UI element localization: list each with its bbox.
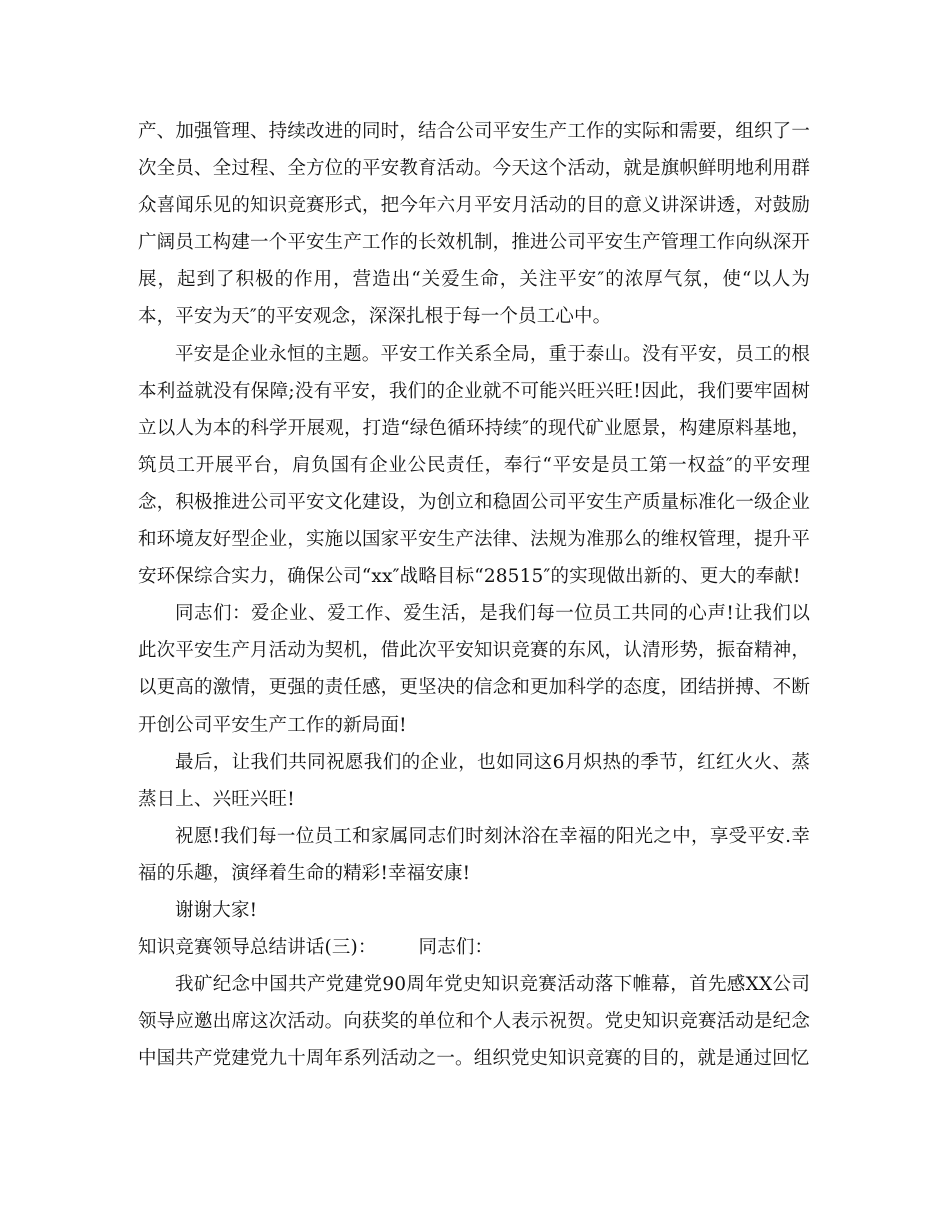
paragraph-wishes: 祝愿!我们每一位员工和家属同志们时刻沐浴在幸福的阳光之中，享受平安.幸福的乐趣，演绎着生命的精彩!幸福安康! bbox=[138, 825, 810, 884]
section-heading bbox=[138, 929, 810, 966]
paragraph-comrades: 同志们：爱企业、爱工作、爱生活，是我们每一位员工共同的心声!让我们以此次平安生产月活动为契机，借此次平安知识竞赛的东风，认清形势，振奋精神，以更高的激情，更强的责任感，更坚决的信念和更加科学的态度，团结拼搏、不断开创公司平安生产工作的新局面! bbox=[138, 603, 810, 736]
paragraph-thanks: 谢谢大家! bbox=[175, 899, 258, 921]
paragraph-party-history: 我矿纪念中国共产党建党90周年党史知识竞赛活动落下帷幕，首先感XX公司领导应邀出席这次活动。向获奖的单位和个人表示祝贺。党史知识竞赛活动是纪念中国共产党建党九十周年系列活动之一。组织党史知识竞赛的目的，就是通过回忆 bbox=[138, 974, 810, 1070]
paragraph-continued: 产、加强管理、持续改进的同时，结合公司平安生产工作的实际和需要，组织了一次全员、全过程、全方位的平安教育活动。今天这个活动，就是旗帜鲜明地利用群众喜闻乐见的知识竞赛形式，把今年六月平安月活动的目的意义讲深讲透，对鼓励广阔员工构建一个平安生产工作的长效机制，推进公司平安生产管理工作向纵深开展，起到了积极的作用，营造出“关爱生命，关注平安″的浓厚气氛，使“以人为本，平安为天″的平安观念，深深扎根于每一个员工心中。 bbox=[138, 121, 810, 328]
paragraph-finally: 最后，让我们共同祝愿我们的企业，也如同这6月炽热的季节，红红火火、蒸蒸日上、兴旺兴旺! bbox=[138, 751, 810, 810]
section-title: 知识竞赛领导总结讲话(三)： bbox=[138, 937, 377, 959]
document-body bbox=[138, 113, 810, 1077]
paragraph-safety-theme: 平安是企业永恒的主题。平安工作关系全局，重于泰山。没有平安，员工的根本利益就没有保障;没有平安，我们的企业就不可能兴旺兴旺!因此，我们要牢固树立以人为本的科学开展观，打造“绿色循环持续″的现代矿业愿景，构建原料基地，筑员工开展平台，肩负国有企业公民责任，奉行“平安是员工第一权益″的平安理念，积极推进公司平安文化建设，为创立和稳固公司平安生产质量标准化一级企业和环境友好型企业，实施以国家平安生产法律、法规为准那么的维权管理，提升平安环保综合实力，确保公司“xx″战略目标“28515″的实现做出新的、更大的奉献! bbox=[138, 343, 810, 588]
section-salutation: 同志们： bbox=[418, 937, 494, 959]
